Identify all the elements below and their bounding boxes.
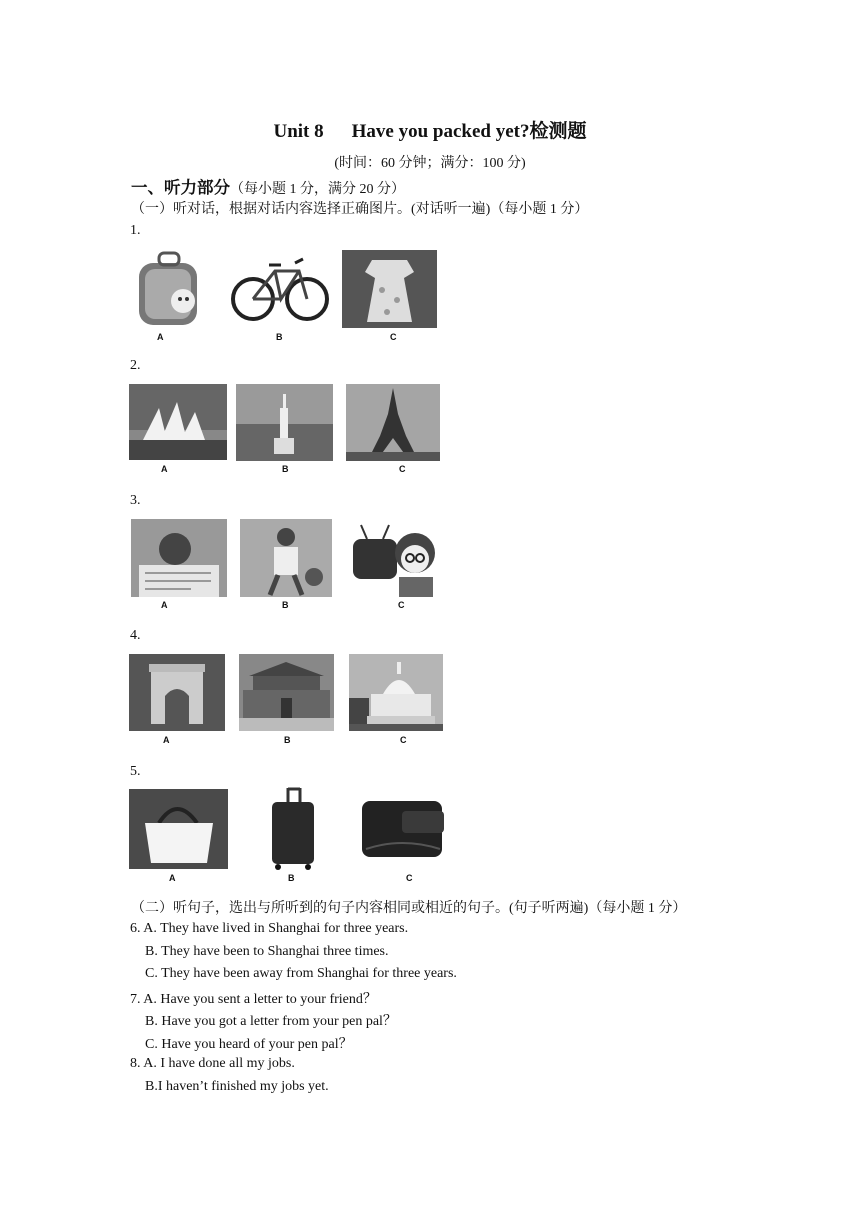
arc-de-triomphe-icon <box>129 654 225 731</box>
tv-watching-icon <box>349 519 439 597</box>
option-label: C <box>406 873 413 883</box>
question-number: 3. <box>130 493 141 508</box>
exam-info: (时间：60 分钟；满分：100 分) <box>334 156 526 171</box>
basketball-player-icon <box>240 519 332 597</box>
section-note: （每小题 1 分，满分 20 分） <box>230 182 405 197</box>
option-text: A. They have lived in Shanghai for three years. <box>143 921 409 936</box>
option-label: C <box>398 600 405 610</box>
section-heading <box>131 174 405 198</box>
option-label: B <box>288 873 295 883</box>
title-unit: Unit 8 <box>273 121 324 142</box>
page-title <box>0 116 860 143</box>
option-label: A <box>161 600 168 610</box>
option-text: A. Have you sent a letter to your friend？ <box>143 992 377 1007</box>
option-label: C <box>400 735 407 745</box>
part1-instruction: （一）听对话，根据对话内容选择正确图片。(对话听一遍)（每小题 1 分） <box>131 202 589 217</box>
question-number: 2. <box>130 358 141 373</box>
tiananmen-icon <box>239 654 334 731</box>
option-label: B <box>284 735 291 745</box>
capitol-building-icon <box>349 654 443 731</box>
option-label: C <box>390 332 397 342</box>
question-line <box>130 1056 295 1072</box>
dress-icon <box>342 250 437 328</box>
question-number: 1. <box>130 223 141 238</box>
option-text: C. Have you heard of your pen pal？ <box>145 1037 353 1052</box>
option-label: A <box>161 464 168 474</box>
question-number: 7. <box>130 992 141 1007</box>
backpack-icon <box>129 249 209 329</box>
option-label: A <box>169 873 176 883</box>
reading-newspaper-icon <box>131 519 227 597</box>
option-text: B.I haven’t finished my jobs yet. <box>145 1079 329 1094</box>
sydney-opera-house-icon <box>129 384 227 460</box>
option-label: B <box>282 464 289 474</box>
question-number: 8. <box>130 1056 141 1071</box>
question-number: 6. <box>130 921 141 936</box>
title-name: Have you packed yet?检测题 <box>351 121 587 142</box>
handbag-icon <box>129 789 228 869</box>
eiffel-tower-icon <box>346 384 440 461</box>
option-label: C <box>399 464 406 474</box>
wallet-icon <box>358 791 448 866</box>
question-line <box>130 988 377 1008</box>
question-line <box>130 921 408 937</box>
option-label: A <box>157 332 164 342</box>
option-label: A <box>163 735 170 745</box>
option-label: B <box>282 600 289 610</box>
part2-instruction: （二）听句子，选出与所听到的句子内容相同或相近的句子。(句子听两遍)（每小题 1 分） <box>131 901 687 916</box>
option-text: C. They have been away from Shanghai for three years. <box>145 966 457 981</box>
option-text: A. I have done all my jobs. <box>143 1056 295 1071</box>
suitcase-icon <box>268 786 318 871</box>
question-number: 5. <box>130 764 141 779</box>
option-text: B. They have been to Shanghai three times. <box>145 944 389 959</box>
option-label: B <box>276 332 283 342</box>
statue-of-liberty-icon <box>236 384 333 461</box>
option-text: B. Have you got a letter from your pen pal？ <box>145 1014 397 1029</box>
question-number: 4. <box>130 628 141 643</box>
section-title: 一、听力部分 <box>131 178 230 197</box>
bicycle-icon <box>229 249 331 329</box>
